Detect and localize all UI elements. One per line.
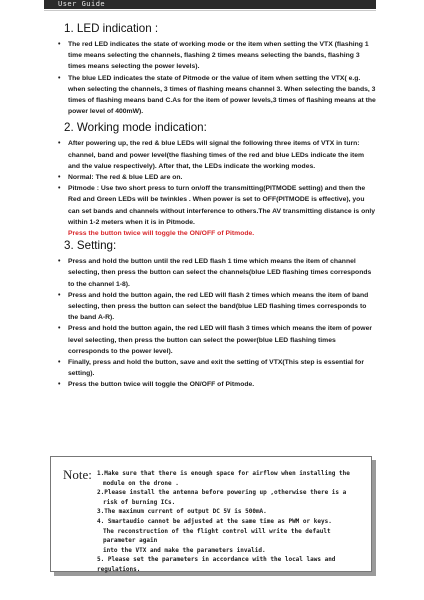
setting-bullet-1: • Press and hold the button until the red LED flash 1 time which means the item of channel selecting, then press the button can select the channels(blue LED flashing times corresponds to the channel 1-8). <box>58 256 378 290</box>
note-item: 5. Please set the parameters in accordance with the local laws and regulations. <box>97 556 336 573</box>
setting-bullet-3: • Press and hold the button again, the red LED will flash 3 times which means the item of power level selecting, then press the button can select the power(blue LED flashing times corresponds to the power level). <box>58 323 378 357</box>
section-1-title: 1. LED indication : <box>64 22 159 35</box>
section-2-title: 2. Working mode indication: <box>64 121 207 135</box>
note-box <box>50 456 372 572</box>
note-item: 3.The maximum current of output DC 5V is 500mA. <box>97 508 267 516</box>
note-item: 4. Smartaudio cannot be adjusted at the same time as PWM or keys. <box>97 517 332 525</box>
setting-bullet-5: • Press the button twice will toggle the ON/OFF of Pitmode. <box>58 379 378 390</box>
note-item: into the VTX and make the parameters invalid. <box>103 546 266 554</box>
note-item: 1.Make sure that there is enough space for airflow when installing the <box>97 470 350 477</box>
working-mode-bullet-3: • Pitmode : Use two short press to turn on/off the transmitting(PITMODE setting) and then the Red and Green LEDs will be twinkles . When power is set to OFF(PITMODE is effective), you can set bands and channels without interference to others.The AV transmitting distance is only within 1-2 meters when it is in Pitmode. <box>58 183 378 228</box>
note-label: Note: <box>63 467 92 482</box>
header-title: User Guide <box>58 0 106 8</box>
note-list <box>97 469 365 575</box>
note-item: The reconstruction of the flight control will write the default parameter again <box>103 527 331 545</box>
note-item: module on the drone . <box>103 479 179 487</box>
setting-bullet-4: • Finally, press and hold the button, save and exit the setting of VTX(This step is essential for setting). <box>58 357 378 379</box>
header-bar <box>44 0 376 9</box>
header-divider <box>44 10 376 11</box>
pitmode-red-note: Press the button twice will toggle the ON/OFF of Pitmode. <box>68 230 255 238</box>
note-item: risk of burning ICs. <box>103 498 176 506</box>
section-3-title: 3. Setting: <box>64 239 117 253</box>
working-mode-bullet-1: • After powering up, the red & blue LEDs will signal the following three items of VTX in turn: channel, band and power level(the flashing times of the red and blue LEDs indicate the item and the value respectively). After that, the LEDs indicate the working modes. <box>58 138 378 172</box>
led-red-bullet: • The red LED indicates the state of working mode or the item when setting the VTX (flashing 1 time means selecting the channels, flashing 2 times means selecting the bands, flashing 3 times means selecting the power levels). <box>58 39 378 73</box>
manual-content <box>58 22 378 391</box>
led-blue-bullet: • The blue LED indicates the state of Pitmode or the value of item when setting the VTX( e.g. when selecting the channels, 3 times of flashing means channel 3. When selecting the bands, 3 times of flashing means band C.As for the item of power levels,3 times of flashing means at the power level of 400mW). <box>58 73 378 118</box>
note-item: 2.Please install the antenna before powering up ,otherwise there is a <box>97 489 347 497</box>
note-panel <box>50 456 376 576</box>
working-mode-bullet-2: • Normal: The red & blue LED are on. <box>58 172 378 183</box>
setting-bullet-2: • Press and hold the button again, the red LED will flash 2 times which means the item of band selecting, then press the button can select the band(blue LED flashing times corresponds to the band A-R). <box>58 290 378 324</box>
